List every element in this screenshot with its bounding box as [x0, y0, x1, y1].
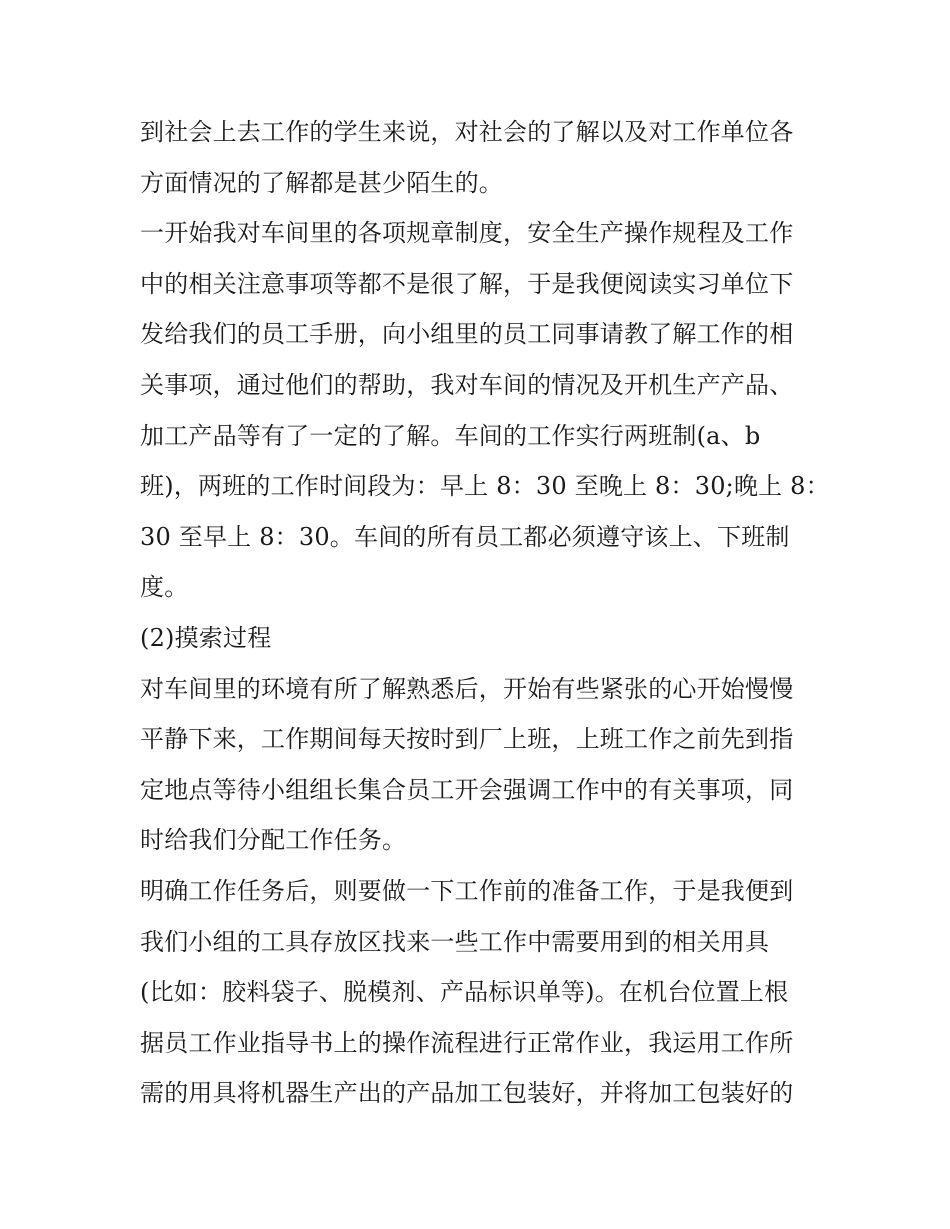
text-line: 关事项，通过他们的帮助，我对车间的情况及开机生产产品、	[140, 370, 794, 399]
text-line: 需的用具将机器生产出的产品加工包装好，并将加工包装好的	[140, 1079, 794, 1108]
text-line: 定地点等待小组组长集合员工开会强调工作中的有关事项，同	[140, 775, 794, 804]
text-line: 我们小组的工具存放区找来一些工作中需要用到的相关用具	[140, 927, 770, 956]
text-line: 加工产品等有了一定的了解。车间的工作实行两班制(a、b	[140, 421, 761, 450]
text-line: 30 至早上 8：30。车间的所有员工都必须遵守该上、下班制	[140, 522, 790, 551]
text-line: 度。	[140, 573, 189, 602]
text-line: 方面情况的了解都是甚少陌生的。	[140, 168, 503, 197]
section-heading: (2)摸索过程	[140, 623, 272, 652]
text-line: 一开始我对车间里的各项规章制度，安全生产操作规程及工作	[140, 219, 794, 248]
text-line: 时给我们分配工作任务。	[140, 826, 407, 855]
text-line: 明确工作任务后，则要做一下工作前的准备工作，于是我便到	[140, 876, 794, 905]
text-line: 到社会上去工作的学生来说，对社会的了解以及对工作单位各	[140, 118, 794, 146]
text-line: 发给我们的员工手册，向小组里的员工同事请教了解工作的相	[140, 320, 794, 349]
text-line: 班)，两班的工作时间段为：早上 8：30 至晚上 8：30;晚上 8：	[140, 472, 830, 501]
text-line: 中的相关注意事项等都不是很了解，于是我便阅读实习单位下	[140, 269, 794, 298]
document-body	[140, 107, 830, 1119]
text-line: 平静下来，工作期间每天按时到厂上班，上班工作之前先到指	[140, 725, 794, 754]
text-line: 对车间里的环境有所了解熟悉后，开始有些紧张的心开始慢慢	[140, 674, 794, 703]
text-line: (比如：胶料袋子、脱模剂、产品标识单等)。在机台位置上根	[140, 978, 789, 1007]
text-line: 据员工作业指导书上的操作流程进行正常作业，我运用工作所	[140, 1028, 794, 1057]
